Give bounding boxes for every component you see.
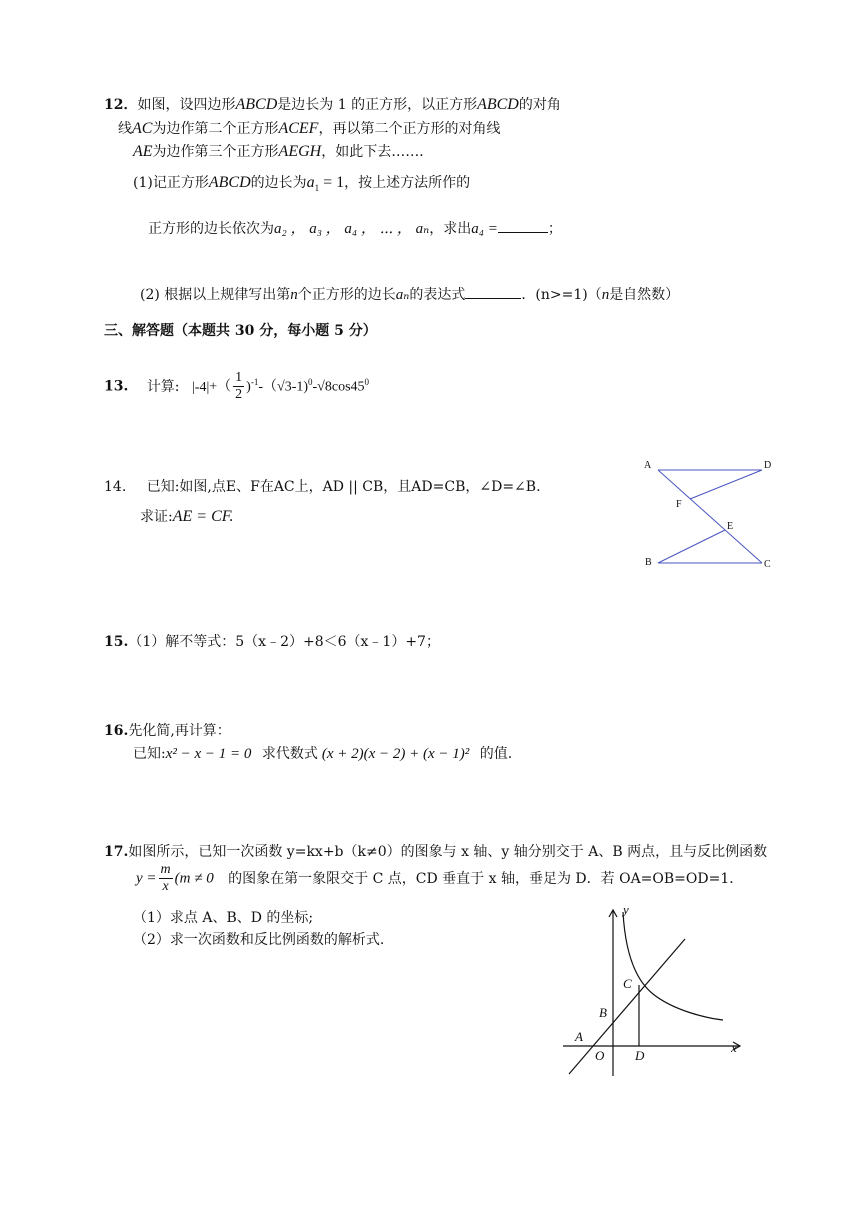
- q12-answer-blank-2[interactable]: [465, 284, 521, 299]
- q12-line1: 12．如图，设四边形ABCD是边长为 1 的正方形，以正方形ABCD的对角: [104, 96, 561, 113]
- q17-sub1: （1）求点 A、B、D 的坐标;: [133, 910, 314, 926]
- label-a: A: [575, 1029, 583, 1044]
- q14-line2: 求证:AE = CF.: [140, 508, 234, 525]
- q14-label-c: C: [764, 559, 771, 570]
- q14-label-a: A: [644, 460, 652, 471]
- q14-label-e: E: [727, 521, 734, 532]
- q12-number: 12．: [104, 97, 138, 113]
- q16-number: 16.: [104, 723, 129, 739]
- label-d: D: [635, 1048, 645, 1063]
- q12-part1-line2: 正方形的边长依次为a₂ ， a₃ ， a₄ ， ⋯ ， aₙ，求出a₄ = ；: [148, 217, 562, 238]
- label-o: O: [595, 1048, 605, 1063]
- q17-line2: y = $\frac{m}{x}$ (m ≠ 0 的图象在第一象限交于 C 点，CD 垂直于 x 轴，垂足为 D．若 OA=OB=OD=1．: [136, 862, 744, 894]
- q14-label-b: B: [645, 557, 652, 568]
- q17-number: 17.: [104, 844, 129, 860]
- section-3-heading: 三、解答题（本题共 30 分，每小题 5 分）: [104, 323, 377, 339]
- q14-number: 14.: [104, 479, 127, 495]
- q14-label-d: D: [764, 460, 772, 471]
- q17-figure: [555, 898, 755, 1080]
- q16-line1: 16.先化简,再计算：: [104, 723, 231, 739]
- label-b: B: [599, 1005, 607, 1020]
- q13: 13. 计算: |-4|+（ $\frac{1}{2}$ )$^{-1}-(√3-1)^0-√8\cos 45^0$: [104, 370, 370, 402]
- q17-sub2: （2）求一次函数和反比例函数的解析式.: [133, 932, 385, 948]
- label-y: y: [623, 902, 629, 917]
- q13-number: 13.: [104, 378, 129, 395]
- q14-figure: [640, 455, 780, 575]
- q14-line1: 14. 已知:如图,点E、F在AC上，AD || CB，且AD=CB，∠D=∠B.: [104, 479, 541, 495]
- q14-segment-df: [690, 470, 762, 499]
- q13-fraction: $\frac{1}{2}$: [235, 370, 243, 402]
- q17-fraction: $\frac{m}{x}$: [160, 862, 171, 894]
- q16-line2: 已知:x² − x − 1 = 0 求代数式 (x + 2)(x − 2) + (x − 1)² 的值.: [133, 746, 513, 762]
- q17-line1: 17.如图所示，已知一次函数 y=kx+b（k≠0）的图象与 x 轴、y 轴分别交于 A、B 两点，且与反比例函数: [104, 844, 768, 860]
- q15: 15.（1）解不等式：5（x﹣2）+8＜6（x﹣1）+7；: [104, 634, 440, 650]
- linear-function-line: [569, 939, 685, 1074]
- q12-part1-line1: (1)记正方形ABCD的边长为$a_1 = 1$，按上述方法所作的: [133, 174, 471, 193]
- q12-line2: 线AC为边作第二个正方形ACEF，再以第二个正方形的对角线: [118, 120, 501, 137]
- q14-label-f: F: [676, 499, 682, 510]
- inverse-function-curve: [623, 912, 723, 1020]
- q14-segment-ac: [658, 470, 762, 563]
- q15-number: 15.: [104, 634, 129, 650]
- label-x: x: [731, 1040, 737, 1055]
- q12-part2: (2) 根据以上规律写出第n个正方形的边长aₙ的表达式 ．(n>=1)（n是自然数）: [140, 284, 679, 304]
- label-c: C: [623, 976, 632, 991]
- q12-answer-blank-1[interactable]: [498, 218, 548, 233]
- q14-segment-be: [658, 530, 725, 563]
- q12-line3: AE为边作第三个正方形AEGH，如此下去……．: [133, 143, 434, 160]
